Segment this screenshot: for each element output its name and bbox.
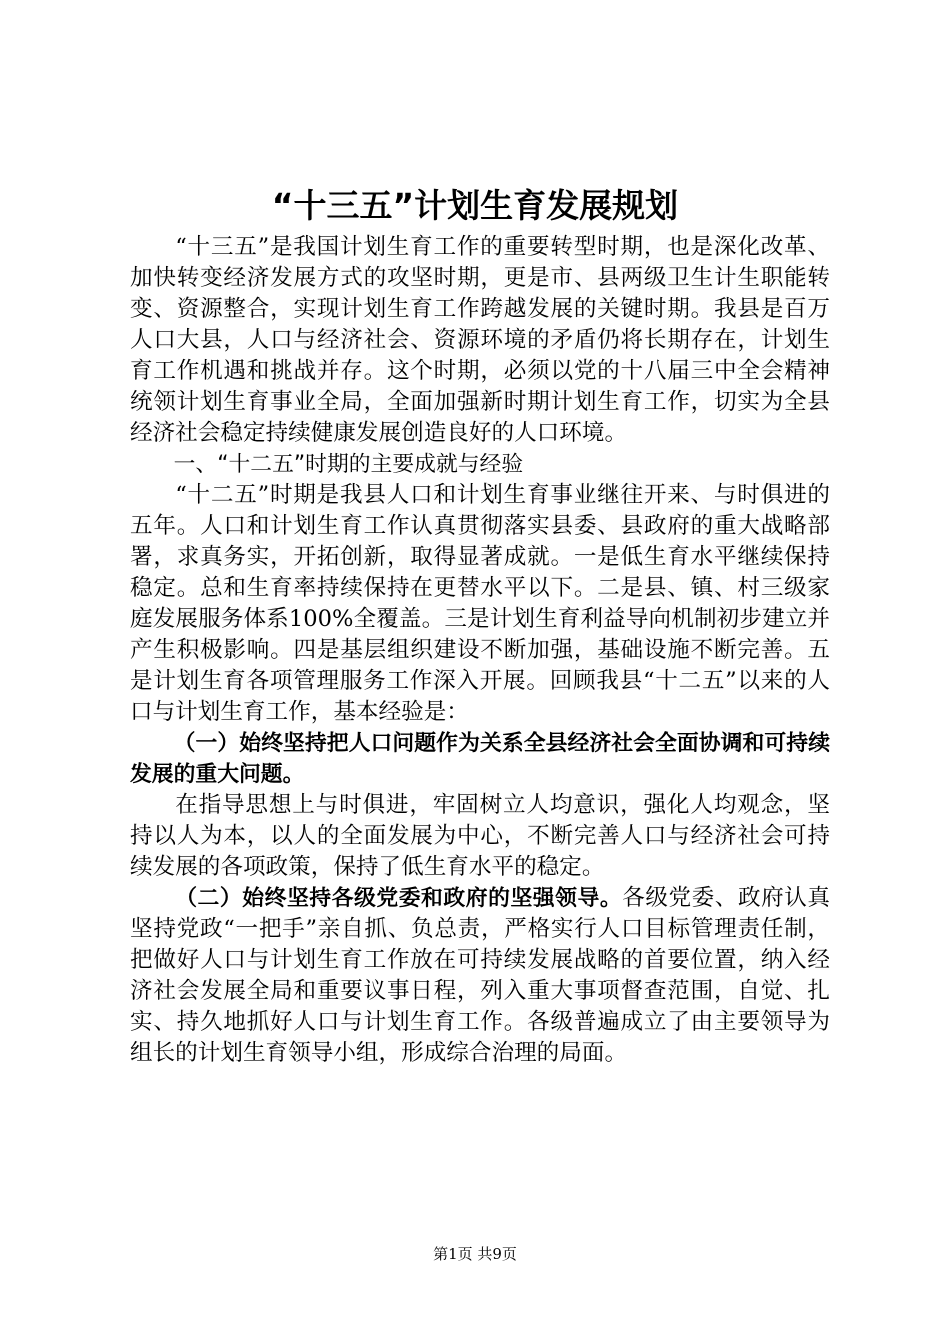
section-heading-1: 一、“十二五”时期的主要成就与经验 <box>173 452 524 477</box>
document-title: “十三五”计划生育发展规划 <box>271 186 679 225</box>
section-paragraph-1: “十二五”时期是我县人口和计划生育事业继往开来、与时俱进的五年。人口和计划生育工作认真贯彻落实县委、县政府的重大战略部署，求真务实，开拓创新，取得显著成就。一是低生育水平继续保持稳定。总和生育率持续保持在更替水平以下。二是县、镇、村三级家庭发展服务体系100%全覆盖。三是计划生育利益导向机制初步建立并产生积极影响。四是基层组织建设不断加强，基础设施不断完善。五是计划生育各项管理服务工作深入开展。回顾我县“十二五”以来的人口与计划生育工作，基本经验是： <box>130 482 830 725</box>
intro-paragraph: “十三五”是我国计划生育工作的重要转型时期，也是深化改革、加快转变经济发展方式的攻坚时期，更是市、县两级卫生计生职能转变、资源整合，实现计划生育工作跨越发展的关键时期。我县是百万人口大县，人口与经济社会、资源环境的矛盾仍将长期存在，计划生育工作机遇和挑战并存。这个时期，必须以党的十八届三中全会精神统领计划生育事业全局，全面加强新时期计划生育工作，切实为全县经济社会稳定持续健康发展创造良好的人口环境。 <box>130 234 830 446</box>
page-footer: 第1页 共9页 <box>433 1245 517 1263</box>
subsection-paragraph-2 <box>130 883 830 1069</box>
subsection-paragraph-1: 在指导思想上与时俱进，牢固树立人均意识，强化人均观念，坚持以人为本，以人的全面发展为中心，不断完善人口与经济社会可持续发展的各项政策，保持了低生育水平的稳定。 <box>130 792 830 880</box>
document-body <box>130 232 830 1069</box>
subsection-heading-2: （二）始终坚持各级党委和政府的坚强领导。 <box>175 886 623 911</box>
subsection-text-2: 各级党委、政府认真坚持党政“一把手”亲自抓、负总责，严格实行人口目标管理责任制，把做好人口与计划生育工作放在可持续发展战略的首要位置，纳入经济社会发展全局和重要议事日程，列入重大事项督查范围，自觉、扎实、持久地抓好人口与计划生育工作。各级普遍成立了由主要领导为组长的计划生育领导小组，形成综合治理的局面。 <box>130 885 830 1066</box>
subsection-heading-1: （一）始终坚持把人口问题作为关系全县经济社会全面协调和可持续发展的重大问题。 <box>130 731 830 787</box>
